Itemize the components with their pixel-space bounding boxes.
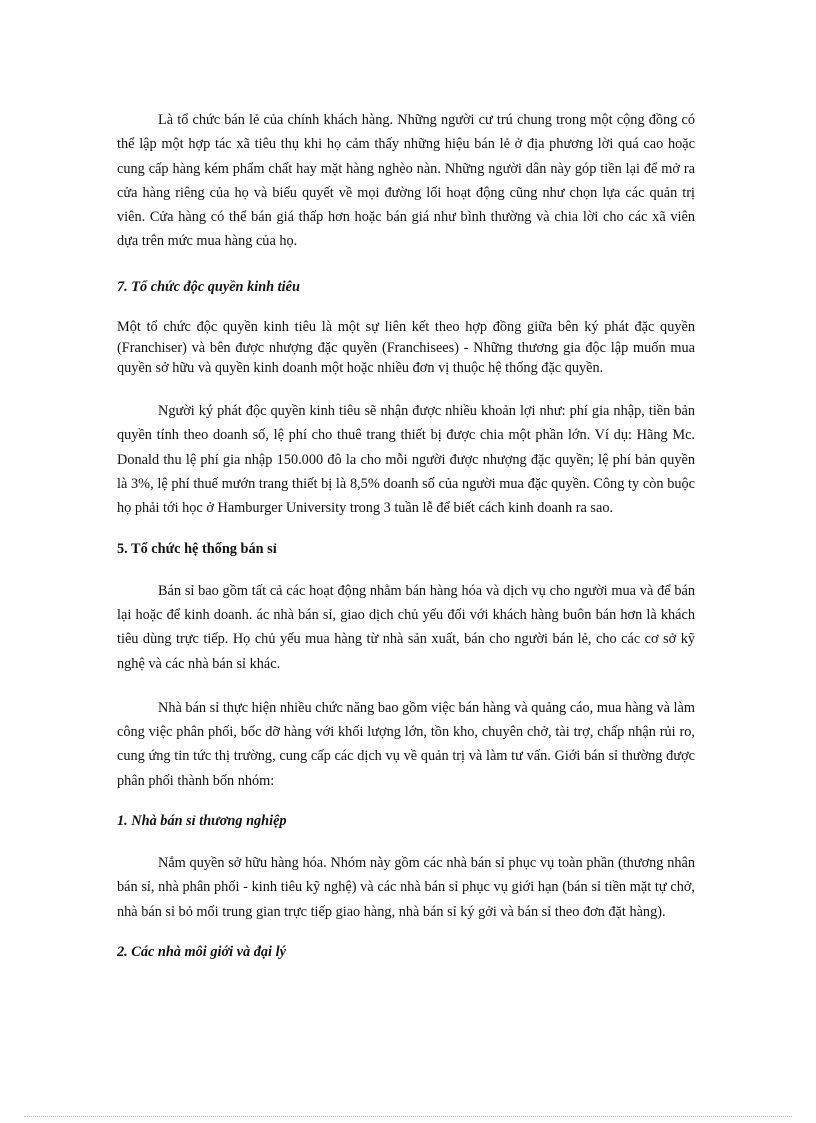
spacer	[117, 676, 695, 696]
spacer	[117, 521, 695, 539]
heading-franchise-organization: 7. Tổ chức độc quyền kinh tiêu	[117, 278, 300, 295]
heading-merchant-wholesalers: 1. Nhà bán sỉ thương nghiệp	[117, 813, 287, 830]
spacer	[117, 379, 695, 399]
spacer	[117, 793, 695, 811]
paragraph-consumer-cooperative: Là tổ chức bán lẻ của chính khách hàng. Những người cư trú chung trong một cộng đồng có thể lập một hợp tác xã tiêu thụ khi họ cảm thấy những hiệu bán lẻ ở địa phương lời quá cao hoặc cung cấp hàng kém phẩm chất hay mặt hàng nghèo nàn. Những người dân này góp tiền lại để mở ra cửa hàng riêng của họ và biểu quyết về mọi đường lối hoạt động cũng như chọn lựa các quản trị viên. Cửa hàng có thể bán giá thấp hơn hoặc bán giá như bình thường và chia lời cho các xã viên dựa trên mức mua hàng của họ.	[117, 112, 695, 250]
heading-brokers-agents: 2. Các nhà môi giới và đại lý	[117, 943, 286, 960]
spacer	[117, 559, 695, 579]
spacer	[117, 254, 695, 277]
heading-wholesale-system: 5. Tổ chức hệ thống bán sỉ	[117, 540, 277, 557]
paragraph-wholesale-functions: Nhà bán sỉ thực hiện nhiều chức năng bao gồm việc bán hàng và quảng cáo, mua hàng và làm công việc phân phối, bốc dỡ hàng với khối lượng lớn, tồn kho, chuyên chở, tài trợ, chấp nhận rủi ro, cung ứng tin tức thị trường, cung cấp các dịch vụ về quản trị và làm tư vấn. Giới bán sỉ thường được phân phối thành bốn nhóm:	[117, 699, 695, 789]
spacer	[117, 297, 695, 317]
paragraph-merchant-wholesalers: Nắm quyền sở hữu hàng hóa. Nhóm này gồm các nhà bán sỉ phục vụ toàn phần (thương nhân bán sỉ, nhà phân phối - kinh tiêu kỹ nghệ) và các nhà bán sỉ phục vụ giới hạn (bán sỉ tiền mặt tự chở, nhà bán sỉ bỏ mối trung gian trực tiếp giao hàng, nhà bán sỉ ký gởi và bán sỉ theo đơn đặt hàng).	[117, 855, 695, 920]
document-page	[117, 108, 695, 962]
page-bottom-divider	[24, 1116, 792, 1117]
paragraph-franchise-benefits: Người ký phát độc quyền kinh tiêu sẽ nhận được nhiều khoản lợi như: phí gia nhập, tiền bản quyền tính theo doanh số, lệ phí cho thuê trang thiết bị được chia một phần lớn. Ví dụ: Hãng Mc. Donald thu lệ phí gia nhập 150.000 đô la cho mỗi người được nhượng đặc quyền; lệ phí bản quyền là 3%, lệ phí thuế mướn trang thiết bị là 8,5% doanh số của người mua đặc quyền. Công ty còn buộc họ phải tới học ở Hamburger University trong 3 tuần lễ để biết cách kinh doanh ra sao.	[117, 403, 695, 517]
paragraph-franchise-definition: Một tổ chức độc quyền kinh tiêu là một sự liên kết theo hợp đồng giữa bên ký phát đặc quyền (Franchiser) và bên được nhượng đặc quyền (Franchisees) - Những thương gia độc lập muốn mua quyền sở hữu và quyền kinh doanh một hoặc nhiều đơn vị thuộc hệ thống đặc quyền.	[117, 318, 695, 377]
paragraph-wholesale-definition: Bán sỉ bao gồm tất cả các hoạt động nhằm bán hàng hóa và dịch vụ cho người mua và để bán lại hoặc để kinh doanh. ác nhà bán sỉ, giao dịch chủ yếu đối với khách hàng buôn bán hơn là khách tiêu dùng trực tiếp. Họ chủ yếu mua hàng từ nhà sản xuất, bán cho người bán lẻ, cho các cơ sở kỹ nghệ và các nhà bán sỉ khác.	[117, 582, 695, 672]
spacer	[117, 831, 695, 851]
spacer	[117, 924, 695, 942]
